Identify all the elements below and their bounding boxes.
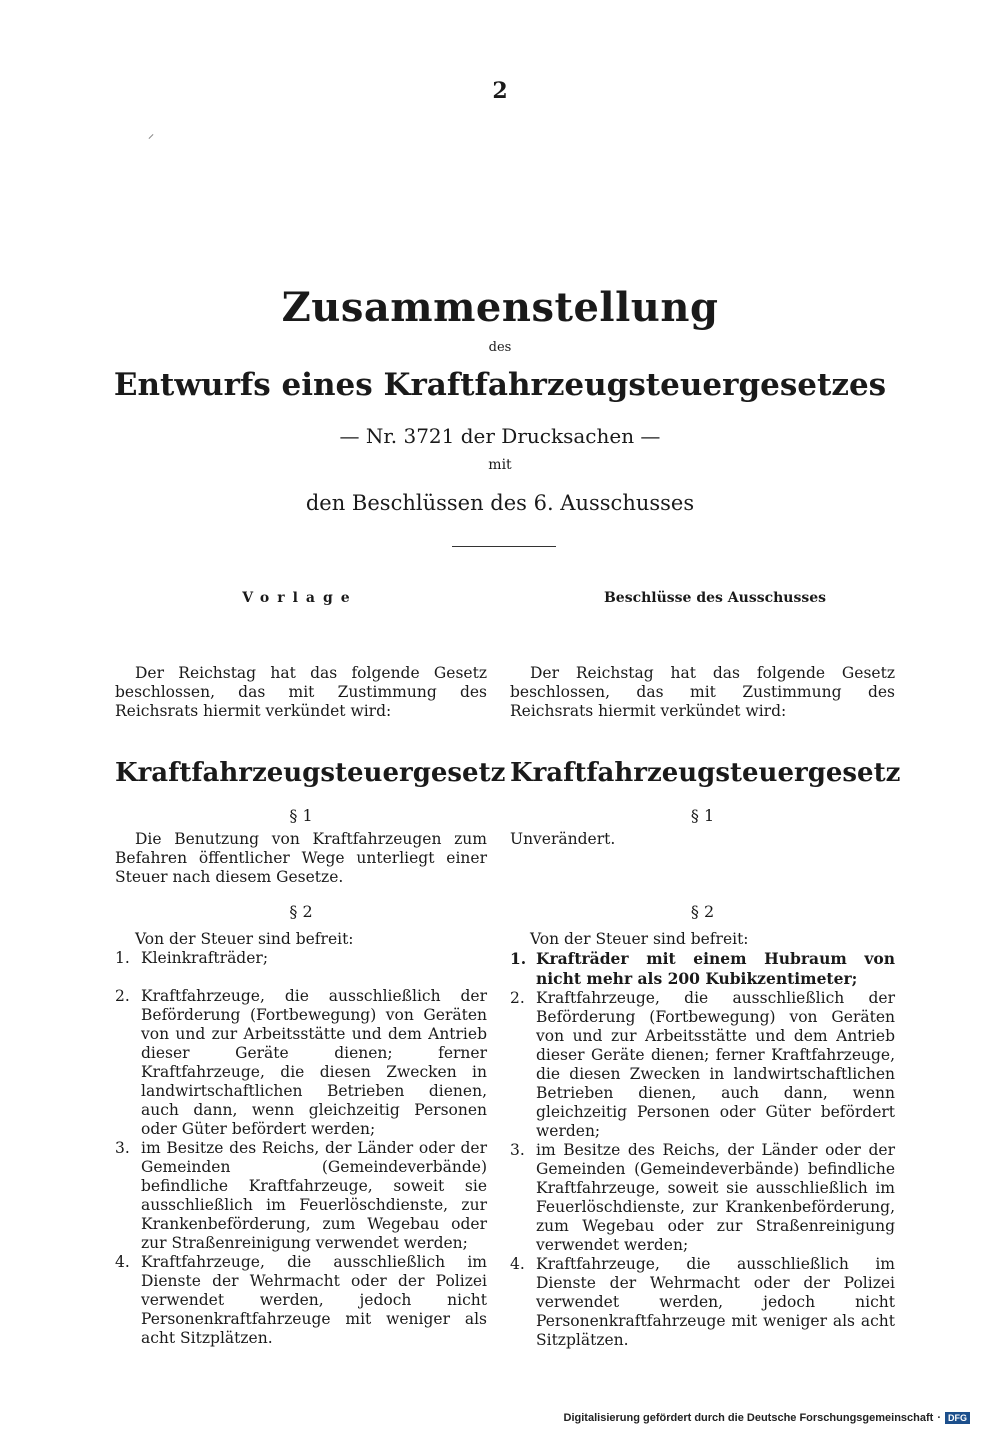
right-section-1-text: Unverändert. [510,830,616,848]
list-item [510,1255,895,1350]
list-item-number: 1. [510,949,527,968]
list-item-number: 2. [510,989,525,1007]
left-law-title: Kraftfahrzeugsteuergesetz [115,758,506,788]
list-item-number: 4. [115,1253,130,1271]
right-column-header: Beschlüsse des Ausschusses [603,590,827,606]
left-section-2 [115,930,487,1348]
list-item-number: 3. [510,1141,525,1159]
list-item-number: 2. [115,987,130,1005]
dfg-logo: DFG [945,1412,970,1424]
left-section-2-lead: Von der Steuer sind befreit: [135,930,354,948]
document-title: Zusammenstellung [281,284,719,331]
scan-speck [149,134,154,139]
list-item [510,949,895,989]
right-exemption-list [510,949,895,1350]
left-column-intro [115,664,487,721]
left-column-header: Vorlage [242,590,358,606]
left-section-1-mark: § 1 [289,806,313,825]
list-item-text: Kraftfahrzeuge, die ausschließlich im Dienste der Wehrmacht oder der Polizei verwendet werden, jedoch nicht Personenkraftfahrzeuge mit weniger als acht Sitzplätzen. [141,1253,487,1347]
list-item [510,1141,895,1255]
document-subject: Entwurfs eines Kraftfahrzeugsteuergesetzes [113,367,887,403]
list-item [510,989,895,1141]
list-item-text: im Besitze des Reichs, der Länder oder der Gemeinden (Gemeindeverbände) befindliche Kraftfahrzeuge, soweit sie ausschließlich im Feuerlöschdienste, zur Krankenbeförderung, zum Wegebau oder zur Straßenreinigung verwendet werden; [536,1141,895,1254]
document-resolutions: den Beschlüssen des 6. Ausschusses [305,491,695,515]
right-section-1-mark: § 1 [690,806,715,825]
list-item-text: Kleinkrafträder; [141,949,269,967]
left-section-1 [115,830,487,887]
left-intro-text: Der Reichstag hat das folgende Gesetz beschlossen, das mit Zustimmung des Reichsrats hiermit verkündet wird: [115,664,487,720]
list-item-text: Kraftfahrzeuge, die ausschließlich der Beförderung (Fortbewegung) von Geräten von und zur Arbeitsstätte und dem Antrieb dieser Geräte dienen; ferner Kraftfahrzeuge, die diesen Zwecken in landwirtschaftlichen Betrieben dienen, auch dann, wenn gleichzeitig Personen oder Güter befördert werden; [536,989,895,1140]
list-item-text: im Besitze des Reichs, der Länder oder der Gemeinden (Gemeindeverbände) befindliche Kraftfahrzeuge, soweit sie ausschließlich im Feuerlöschdienste, zur Krankenbeförderung, zum Wegebau oder zur Straßenreinigung verwendet werden; [141,1139,487,1252]
digitization-credit: Digitalisierung gefördert durch die Deutsche Forschungsgemeinschaft · DFG [564,1412,970,1424]
list-item-number: 1. [115,949,130,967]
list-item-text: Krafträder mit einem Hubraum von nicht mehr als 200 Kubikzentimeter; [536,949,895,988]
right-column-intro [510,664,895,721]
title-connector-mit: mit [488,457,512,473]
list-item [115,1253,487,1348]
list-item [115,1139,487,1253]
left-exemption-list [115,949,487,1348]
list-item [115,987,487,1139]
document-reference: — Nr. 3721 der Drucksachen — [339,424,661,448]
left-section-2-mark: § 2 [289,902,313,921]
credit-text: Digitalisierung gefördert durch die Deutsche Forschungsgemeinschaft [563,1412,934,1424]
left-section-1-text: Die Benutzung von Kraftfahrzeugen zum Befahren öffentlicher Wege unterliegt einer Steuer nach diesem Gesetze. [115,830,487,886]
right-section-2 [510,930,895,1350]
title-connector-des: des [488,340,512,355]
page-number: 2 [492,78,508,104]
right-section-1 [510,830,895,849]
list-item [115,949,487,968]
right-section-2-lead: Von der Steuer sind befreit: [530,930,749,948]
list-item-text: Kraftfahrzeuge, die ausschließlich im Dienste der Wehrmacht oder der Polizei verwendet werden, jedoch nicht Personenkraftfahrzeuge mit weniger als acht Sitzplätzen. [536,1255,895,1349]
title-divider [452,546,556,547]
list-item-number: 4. [510,1255,525,1273]
right-law-title: Kraftfahrzeugsteuergesetz [510,758,901,788]
list-item-number: 3. [115,1139,130,1157]
list-item-text: Kraftfahrzeuge, die ausschließlich der Beförderung (Fortbewegung) von Geräten von und zur Arbeitsstätte und dem Antrieb dieser Geräte dienen; ferner Kraftfahrzeuge, die diesen Zwecken in landwirtschaftlichen Betrieben dienen, auch dann, wenn gleichzeitig Personen oder Güter befördert werden; [141,987,487,1138]
right-intro-text: Der Reichstag hat das folgende Gesetz beschlossen, das mit Zustimmung des Reichsrats hiermit verkündet wird: [510,664,895,720]
right-section-2-mark: § 2 [690,902,715,921]
